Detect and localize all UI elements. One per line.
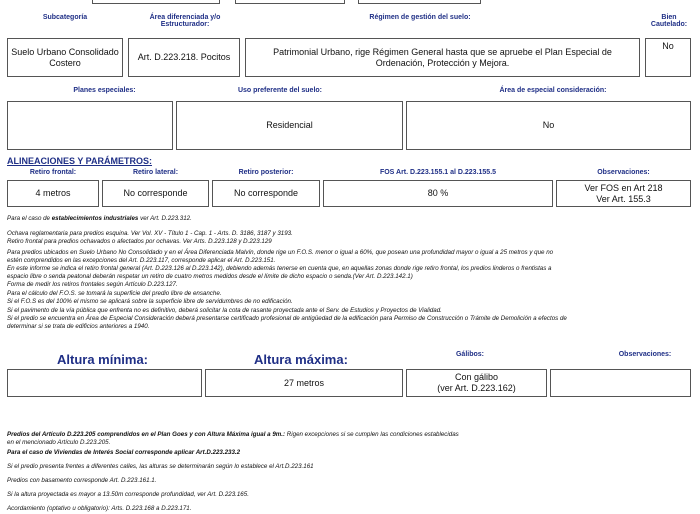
bottom-note-1-bold: Predios del Artículo D.223.205 comprendidos en el Plan Goes y con Altura Máxima igual a 9m.: <box>7 431 286 438</box>
note-1: Ochava reglamentaria para predios esquina. Ver Vol. XV - Título 1 - Cap. 1 - Arts. D. 3186, 3187 y 3193. <box>7 230 293 237</box>
note-12: determinar si se trata de edificios anteriores a 1940. <box>7 323 150 330</box>
cautelado-header: Bien Cautelado: <box>650 14 688 28</box>
altura-maxima-value: 27 metros <box>205 369 403 397</box>
note-industrial <box>7 215 192 223</box>
altura-minima-value <box>7 369 202 397</box>
cautelado-value: No <box>645 38 691 77</box>
note-11: Si el predio se encuentra en Área de Especial Consideración deberá presentarse certificado profesional de antigüedad de la edificación para Permiso de Construcción o Trámite de Demolición a efectos de <box>7 315 567 322</box>
subcategoria-header: Subcategoría <box>42 14 88 21</box>
obs-line-2: Ver Art. 155.3 <box>596 193 651 204</box>
bottom-note-1-cont: en el mencionado Artículo D.223.205. <box>7 439 111 446</box>
subcategoria-value: Suelo Urbano Consolidado Costero <box>7 38 123 77</box>
obs-header: Observaciones: <box>597 169 650 176</box>
obs-value <box>556 180 691 207</box>
galibos-line-1: Con gálibo <box>454 372 499 382</box>
lateral-header: Retiro lateral: <box>132 169 179 176</box>
uso-header: Uso preferente del suelo: <box>237 87 323 94</box>
lateral-value: No corresponde <box>102 180 209 207</box>
top-value-1 <box>147 0 165 4</box>
obs-line-1: Ver FOS en Art 218 <box>584 182 663 193</box>
note-industrial-a: Para el caso de <box>7 215 52 222</box>
area-header: Área diferenciada y/o Estructurador: <box>149 14 221 28</box>
planes-value <box>7 101 173 150</box>
note-industrial-c: ver Art. D.223.312. <box>138 215 192 222</box>
top-value-3 <box>414 0 426 4</box>
bottom-note-1-rest: Rigen excepciones si se cumplen las condiciones establecidas <box>285 431 459 438</box>
note-6: espacio libre o senda peatonal deberán respetar un retiro de cuatro metros medidos desde el límite de dicho espacio o senda.(Ver Art. D.223.142.1) <box>7 273 413 280</box>
frontal-value: 4 metros <box>7 180 99 207</box>
posterior-value: No corresponde <box>212 180 320 207</box>
altura-maxima-label: Altura máxima: <box>254 352 348 367</box>
galibos-value <box>406 369 547 397</box>
top-value-2 <box>282 0 298 4</box>
note-5: En este informe se indica el retiro frontal general (Art. D.223.126 al D.223.142), debiendo además tenerse en cuenta que, en aquellas zonas donde rige retiro frontal, los predios linderos o frentistas a <box>7 265 552 272</box>
alturas-obs-value <box>550 369 691 397</box>
note-7: Forma de medir los retiros frontales según Artículo D.223.127. <box>7 281 178 288</box>
note-2: Retiro frontal para predios ochavados o afectados por ochavas. Ver Arts. D.223.128 y D.223.129 <box>7 238 272 245</box>
alturas-obs-header: Observaciones: <box>618 351 672 358</box>
alineaciones-title: ALINEACIONES Y PARÁMETROS: <box>7 156 153 166</box>
bottom-note-2-bold: Para el caso de Viviendas de Interés Social corresponde aplicar Art.D.223.233.2 <box>7 449 241 456</box>
planes-header: Planes especiales: <box>73 87 136 94</box>
galibos-header: Gálibos: <box>455 351 484 358</box>
regimen-value: Patrimonial Urbano, rige Régimen General hasta que se apruebe el Plan Especial de Ordenación, Protección y Mejora. <box>245 38 640 77</box>
note-industrial-b: establecimientos industriales <box>51 215 139 222</box>
note-9: Si el F.O.S es del 100% el mismo se aplicará sobre la superficie libre de servidumbres de no edificación. <box>7 298 293 305</box>
bottom-note-5: Si la altura proyectada es mayor a 13.50m corresponde profundidad, ver Art. D.223.165. <box>7 491 249 498</box>
fos-value: 80 % <box>323 180 553 207</box>
top-cell-2 <box>235 0 345 4</box>
top-cell-3 <box>358 0 481 4</box>
area-especial-value: No <box>406 101 691 150</box>
bottom-note-1 <box>7 431 459 439</box>
galibos-line-2: (ver Art. D.223.162) <box>437 383 516 393</box>
altura-minima-label: Altura mínima: <box>57 352 149 367</box>
bottom-note-6: Acordamiento (optativo u obligatorio): Arts. D.223.168 a D.223.171. <box>7 505 192 512</box>
regimen-header: Régimen de gestión del suelo: <box>369 14 471 21</box>
area-value: Art. D.223.218. Pocitos <box>128 38 240 77</box>
bottom-note-3: Si el predio presenta frentes a diferentes calles, las alturas se determinarán según lo establece el Art.D.223.161 <box>7 463 314 470</box>
frontal-header: Retiro frontal: <box>29 169 77 176</box>
top-cell-1 <box>92 0 220 4</box>
note-8: Para el cálculo del F.O.S. se tomará la superficie del predio libre de ensanche. <box>7 290 222 297</box>
fos-header: FOS Art. D.223.155.1 al D.223.155.5 <box>379 169 497 176</box>
posterior-header: Retiro posterior: <box>238 169 294 176</box>
note-3: Para predios ubicados en Suelo Urbano No Consolidado y en el Área Diferenciada Malvín, donde rige un F.O.S. menor o igual a 60%, que posean una profundidad mayor o igual a 25 metros y que no <box>7 249 554 256</box>
note-4: estén comprendidos en las excepciones del Art. D.223.117, corresponde aplicar el Art. D.223.151. <box>7 257 276 264</box>
uso-value: Residencial <box>176 101 403 150</box>
note-10: Si el pavimento de la vía pública que enfrenta no es definitivo, deberá solicitar la cota de rasante proyectada ante el Serv. de Estudios y Proyectos de Vialidad. <box>7 307 442 314</box>
area-especial-header: Área de especial consideración: <box>499 87 607 94</box>
bottom-note-2 <box>7 449 240 457</box>
bottom-note-4: Predios con basamento corresponde Art. D.223.161.1. <box>7 477 157 484</box>
